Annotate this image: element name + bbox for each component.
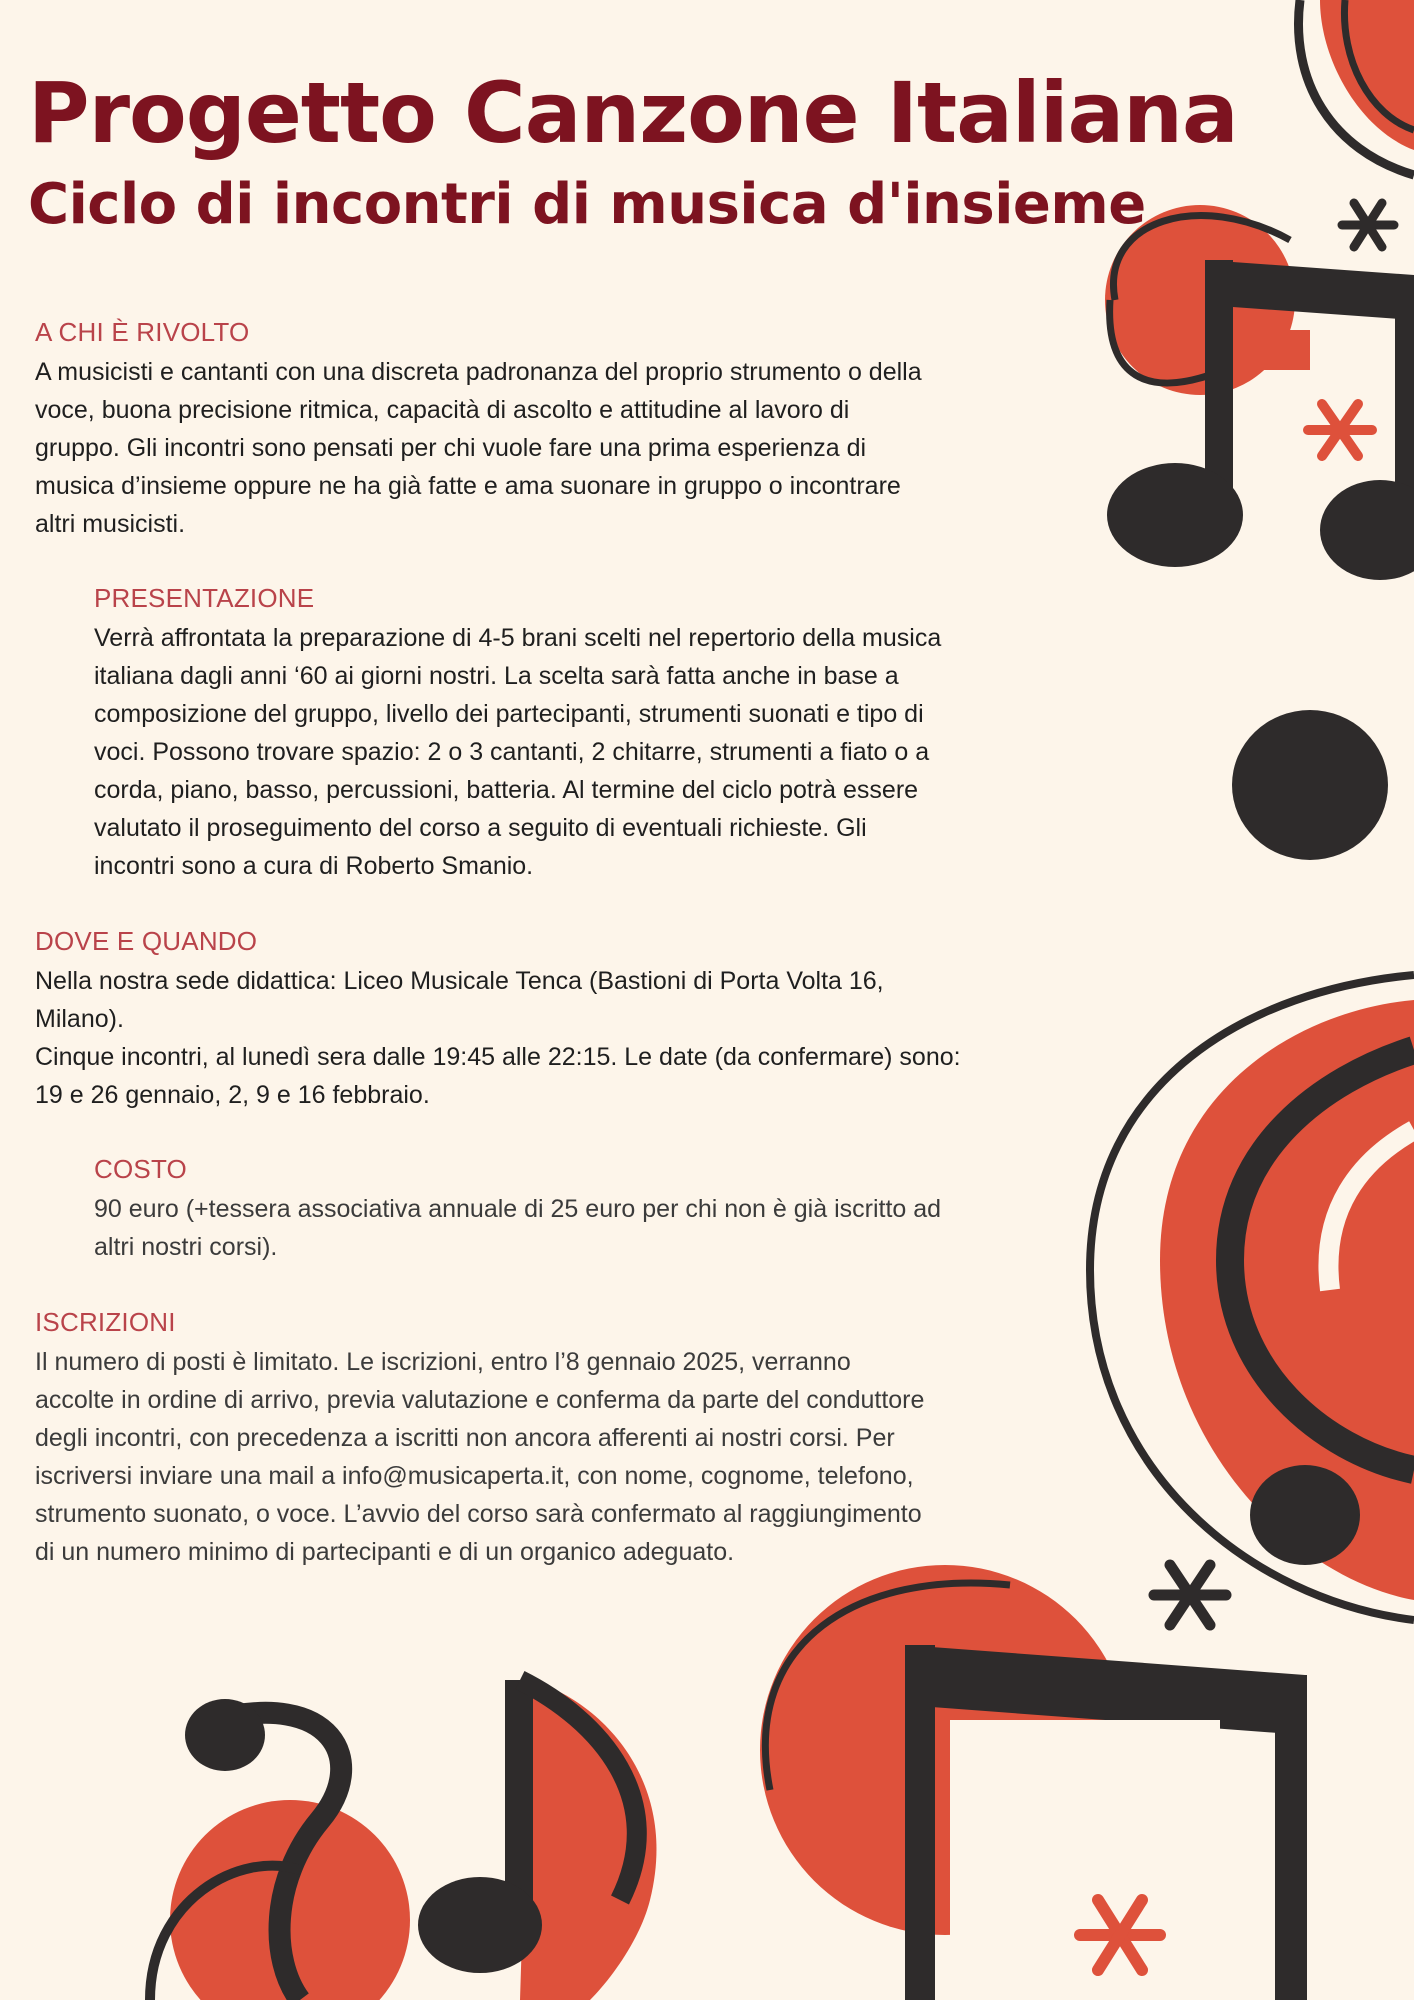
page-title: Progetto Canzone Italiana <box>28 64 1238 162</box>
section-body <box>94 619 1094 885</box>
dot-icon <box>1232 710 1388 860</box>
body-line: voce, buona precisione ritmica, capacità di ascolto e attitudine al lavoro di <box>35 396 850 424</box>
body-line: altri nostri corsi). <box>94 1233 278 1261</box>
double-note-icon <box>1105 205 1414 580</box>
body-line: 90 euro (+tessera associativa annuale di 25 euro per chi non è già iscritto ad <box>94 1195 942 1223</box>
body-line: iscriversi inviare una mail a info@musicaperta.it, con nome, cognome, telefono, <box>35 1462 914 1490</box>
section-heading: A CHI È RIVOLTO <box>35 317 250 347</box>
section-costo <box>94 1152 1094 1266</box>
section-heading: COSTO <box>94 1154 187 1184</box>
eighth-note-icon <box>418 1680 656 2000</box>
section-rivolto <box>35 315 1095 543</box>
body-line: italiana dagli anni ‘60 ai giorni nostri. La scelta sarà fatta anche in base a <box>94 662 899 690</box>
section-heading: PRESENTAZIONE <box>94 583 315 613</box>
section-presentazione <box>94 581 1094 885</box>
body-line: altri musicisti. <box>35 510 186 538</box>
page-subtitle: Ciclo di incontri di musica d'insieme <box>28 172 1146 237</box>
body-line: composizione del gruppo, livello dei partecipanti, strumenti suonati e tipo di <box>94 700 924 728</box>
body-line: di un numero minimo di partecipanti e di un organico adeguato. <box>35 1538 735 1566</box>
black-star-icon <box>1154 1565 1226 1625</box>
body-line: valutato il proseguimento del corso a seguito di eventuali richieste. Gli <box>94 814 867 842</box>
star-icon <box>1342 203 1394 247</box>
section-heading: ISCRIZIONI <box>35 1307 176 1337</box>
section-body <box>35 1343 1095 1571</box>
red-star-icon <box>1308 404 1372 456</box>
body-line: incontri sono a cura di Roberto Smanio. <box>94 852 534 880</box>
body-line: 19 e 26 gennaio, 2, 9 e 16 febbraio. <box>35 1081 430 1109</box>
section-heading: DOVE E QUANDO <box>35 926 258 956</box>
beamed-note-icon <box>760 1565 1307 2000</box>
body-line: Il numero di posti è limitato. Le iscrizioni, entro l’8 gennaio 2025, verranno <box>35 1348 851 1376</box>
body-line: degli incontri, con precedenza a iscritti non ancora afferenti ai nostri corsi. Per <box>35 1424 895 1452</box>
small-treble-clef-icon <box>150 1699 410 2000</box>
body-line: Milano). <box>35 1005 124 1033</box>
section-dove-quando <box>35 924 1095 1114</box>
body-line: Verrà affrontata la preparazione di 4-5 brani scelti nel repertorio della musica <box>94 624 942 652</box>
section-body <box>35 962 1095 1114</box>
body-line: corda, piano, basso, percussioni, batteria. Al termine del ciclo potrà essere <box>94 776 919 804</box>
section-body <box>35 353 1095 543</box>
top-right-swirl-icon <box>1298 0 1414 175</box>
body-line: accolte in ordine di arrivo, previa valutazione e conferma da parte del conduttore <box>35 1386 925 1414</box>
body-line: Nella nostra sede didattica: Liceo Musicale Tenca (Bastioni di Porta Volta 16, <box>35 967 884 995</box>
body-line: musica d’insieme oppure ne ha già fatte e ama suonare in gruppo o incontrare <box>35 472 901 500</box>
section-iscrizioni <box>35 1305 1095 1571</box>
section-body <box>94 1190 1094 1266</box>
body-line: A musicisti e cantanti con una discreta padronanza del proprio strumento o della <box>35 358 922 386</box>
body-line: gruppo. Gli incontri sono pensati per chi vuole fare una prima esperienza di <box>35 434 867 462</box>
treble-clef-icon <box>1090 975 1414 1620</box>
body-line: Cinque incontri, al lunedì sera dalle 19:45 alle 22:15. Le date (da confermare) sono: <box>35 1043 961 1071</box>
body-line: voci. Possono trovare spazio: 2 o 3 cantanti, 2 chitarre, strumenti a fiato o a <box>94 738 930 766</box>
body-line: strumento suonato, o voce. L’avvio del corso sarà confermato al raggiungimento <box>35 1500 922 1528</box>
